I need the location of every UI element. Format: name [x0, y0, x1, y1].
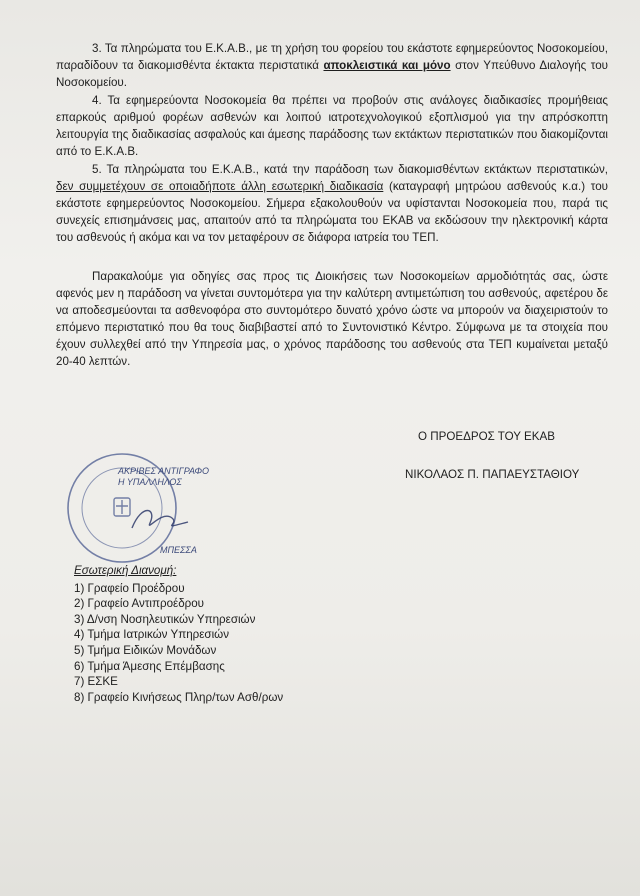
paragraph-3-text: 3. Τα πληρώματα του Ε.Κ.Α.Β., με τη χρήση του φορείου του εκάστοτε εφημερεύοντος Νοσοκομείου, παραδίδουν τα διακομισθέντα έκτακτα περιστατικά: [56, 42, 608, 72]
stamp-line-1: ΑΚΡΙΒΕΣ ΑΝΤΙΓΡΑΦΟ: [118, 466, 210, 476]
signatory-name: ΝΙΚΟΛΑΟΣ Π. ΠΑΠΑΕΥΣΤΑΘΙΟΥ: [405, 468, 580, 481]
distribution-item: 4) Τμήμα Ιατρικών Υπηρεσιών: [74, 628, 229, 642]
distribution-item: 3) Δ/νση Νοσηλευτικών Υπηρεσιών: [74, 612, 256, 626]
stamp-line-3: ΜΠΕΣΣΑ: [160, 545, 197, 555]
distribution-items: [74, 581, 283, 706]
signatory-title: Ο ΠΡΟΕΔΡΟΣ ΤΟΥ ΕΚΑΒ: [418, 430, 555, 443]
closing-paragraph: Παρακαλούμε για οδηγίες σας προς τις Διοικήσεις των Νοσοκομείων αρμοδιότητάς σας, ώστε αφενός μεν η παράδοση να γίνεται συντομότερα για την καλύτερη αντιμετώπιση του ασθενούς, αφετέρου δε να αποδεσμεύονται τα ασθενοφόρα στο συντομότερο δυνατό χρόνο ώστε να μπορούν να διαχειριστούν το επόμενο περιστατικό που θα τους διαβιβαστεί από το Συντονιστικό Κέντρο. Σύμφωνα με τα στοιχεία που έχουν συλλεχθεί από την Υπηρεσία μας, ο χρόνος παράδοσης του ασθενούς στα ΤΕΠ κυμαίνεται μεταξύ 20-40 λεπτών.: [56, 270, 608, 368]
paragraph-5: [56, 161, 608, 246]
stamp-line-2: Η ΥΠΑΛΛΗΛΟΣ: [118, 477, 182, 487]
paragraph-5-text: 5. Τα πληρώματα του Ε.Κ.Α.Β., κατά την παράδοση των διακομισθέντων εκτάκτων περιστατικών,: [92, 163, 608, 176]
paragraph-3-emphasis: αποκλειστικά και μόνο: [323, 59, 451, 72]
distribution-item: 2) Γραφείο Αντιπροέδρου: [74, 597, 205, 611]
distribution-item: 6) Τμήμα Άμεσης Επέμβασης: [74, 659, 225, 673]
paragraph-5-underlined: δεν συμμετέχουν σε οποιαδήποτε άλλη εσωτερική διαδικασία: [56, 180, 384, 193]
distribution-item: 5) Τμήμα Ειδικών Μονάδων: [74, 643, 217, 657]
distribution-item: 8) Γραφείο Κινήσεως Πληρ/των Ασθ/ρων: [74, 690, 284, 704]
distribution-title: Εσωτερική Διανομή:: [74, 564, 177, 577]
distribution-list: [74, 563, 283, 705]
paragraph-5-end: (καταγραφή μητρώου ασθενούς κ.α.) του εκάστοτε εφημερεύοντος Νοσοκομείου. Σήμερα εξακολουθούν να υφίστανται Νοσοκομεία που, παρά τις συνεχείς επισημάνσεις μας, απαιτούν από τα πληρώματα του ΕΚΑΒ να εκδώσουν την ηλεκτρονική κάρτα του ασθενούς ή ακόμα και να τον μεταφέρουν σε διάφορα ιατρεία του ΤΕΠ.: [56, 180, 608, 244]
paragraph-3: [56, 40, 608, 91]
paragraph-3-end: στον Υπεύθυνο Διαλογής του Νοσοκομείου.: [56, 59, 608, 89]
distribution-item: 1) Γραφείο Προέδρου: [74, 581, 185, 595]
letter-body: [56, 40, 608, 371]
distribution-item: 7) ΕΣΚΕ: [74, 675, 118, 689]
paragraph-4: 4. Τα εφημερεύοντα Νοσοκομεία θα πρέπει να προβούν στις ανάλογες διαδικασίες προμήθειας επαρκούς αριθμού φορέων ασθενών και λοιπού ιατροτεχνολογικού εξοπλισμού για την απρόσκοπτη λειτουργία της διαδικασίας ασφαλούς και άμεσης παράδοσης των εκτάκτων περιστατικών που διακομίζονται από το Ε.Κ.Α.Β.: [56, 94, 608, 158]
stamp-text: [118, 466, 209, 488]
